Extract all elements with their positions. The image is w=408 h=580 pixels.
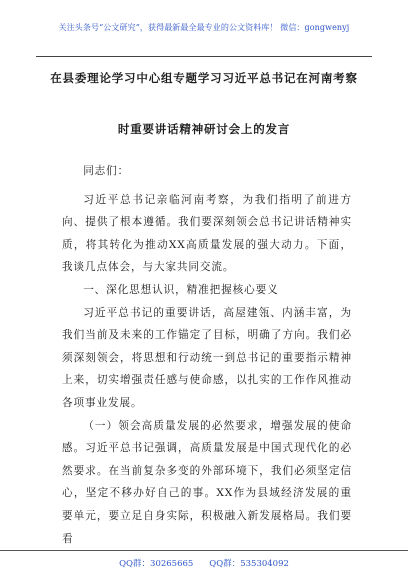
section-heading-1: 一、深化思想认识，精准把握核心要义 (83, 283, 279, 296)
doc-body (62, 160, 352, 550)
paragraph-intro: 习近平总书记亲临河南考察，为我们指明了前进方向、提供了根本遵循。我们要深刻领会总书记讲话精神实质，将其转化为推动XX高质量发展的强大动力。下面，我谈几点体会，与大家共同交流。 (62, 193, 352, 274)
page-header (0, 0, 408, 58)
paragraph-section-1: 习近平总书记的重要讲话，高屋建瓴、内涵丰富，为我们当前及未来的工作锚定了目标，明确了方向。我们必须深刻领会，将思想和行动统一到总书记的重要指示精神上来，切实增强责任感与使命感，以扎实的工作作风推动各项事业发展。 (62, 306, 352, 409)
header-divider (36, 56, 372, 57)
page-footer (0, 550, 408, 580)
doc-title-line2: 时重要讲话精神研讨会上的发言 (117, 122, 291, 136)
paragraph-subsection-1: （一）领会高质量发展的必然要求，增强发展的使命感。习近平总书记强调，高质量发展是中国式现代化的必然要求。在当前复杂多变的外部环境下，我们必须坚定信心，坚定不移办好自己的事。XX作为县域经济发展的重要单元，要立足自身实际，积极融入新发展格局。我们要看 (62, 419, 352, 545)
salutation: 同志们： (83, 165, 130, 177)
footer-qq-group-2: QQ群：535304092 (209, 559, 289, 569)
footer-qq-group-1: QQ群：30265665 (119, 559, 194, 569)
header-banner: 关注头条号“公文研究”，获得最新最全最专业的公文资料库！ 微信：gongwenyj (58, 23, 350, 32)
doc-title-line1: 在县委理论学习中心组专题学习习近平总书记在河南考察 (50, 71, 358, 85)
